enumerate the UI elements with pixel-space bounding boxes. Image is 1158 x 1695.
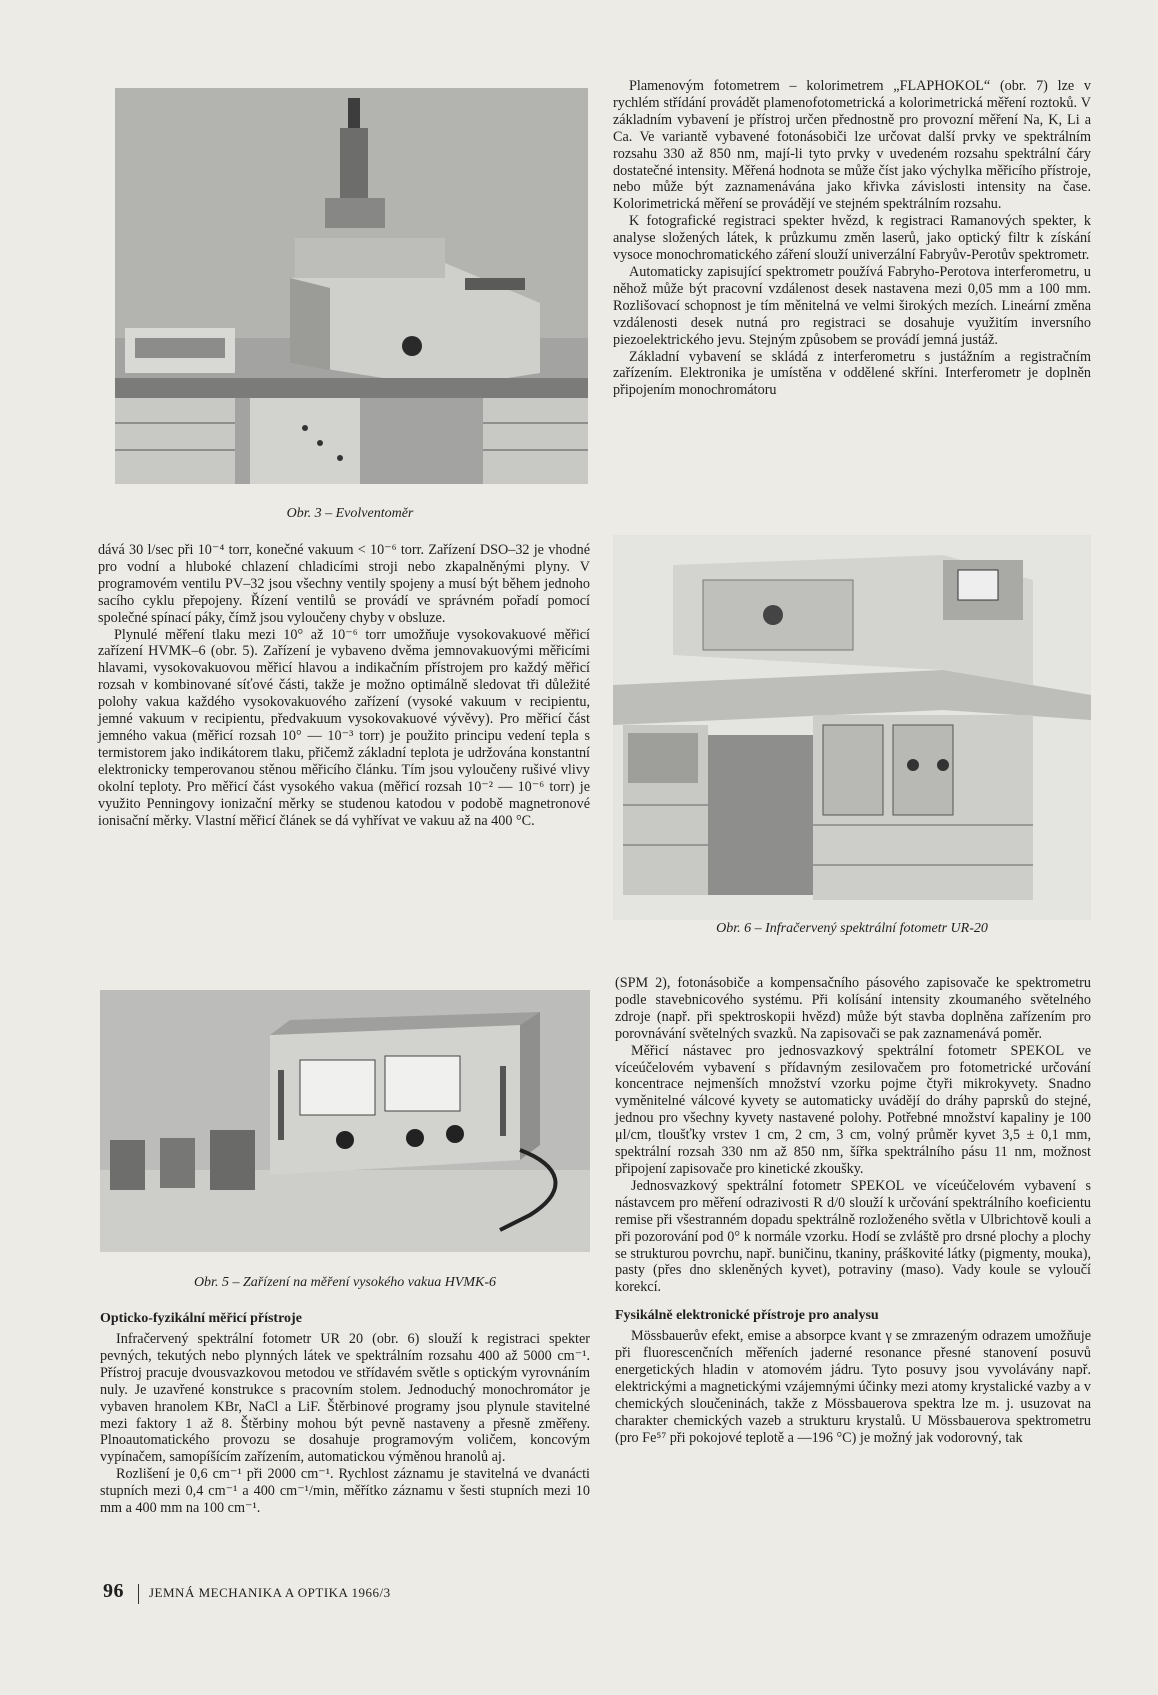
page-footer [103,1580,391,1604]
paragraph: dává 30 l/sec při 10⁻⁴ torr, konečné vakuum < 10⁻⁶ torr. Zařízení DSO–32 je vhodné pro vodní a hluboké chlazení chladicími stroji nebo zkapalněnými plyny. V programovém ventilu PV–32 jsou všechny ventily spojeny a musí být během jednoho sacího cyklu přepojeny. Řízení ventilů se provádí ve správném pořadí pomocí společné spínací páky, čímž jsou vyloučeny chyby v obsluze. [98,542,590,626]
paragraph: K fotografické registraci spekter hvězd, k registraci Ramanových spekter, k analyse složených látek, k průzkumu změn laserů, jako optický filtr k získání vysoce monochromatického záření slouží univerzální Fabryův-Perotův spektrometr. [613,213,1091,264]
paragraph: Jednosvazkový spektrální fotometr SPEKOL ve víceúčelovém vybavení s nástavcem pro měření odrazivosti R d/0 slouží k určování spektrálního koeficientu remise při všestranném dopadu spektrálně rozloženého světla v Ulbrichtově kouli a při pozorování pod 0° k normále vzorku. Hodí se zvláště pro drsné plochy a plochy se strukturou povrchu, např. buničinu, tkaniny, práškovité látky (pigmenty, mouka), pasty (přes dno skleněných kyvet), potraviny (maso). Vady koule se vyloučí korekcí. [615,1177,1091,1296]
left-column-lower [100,1303,590,1517]
paragraph: (SPM 2), fotonásobiče a kompensačního pásového zapisovače ke spektrometru podle stavebnicového systému. Při kolísání intensity zkoumaného světelného zdroje (např. při spektroskopii hvězd) může být stavba doplněna zařízením pro porovnávání světelných svazků. Na zapisovači se pak zaznamenává poměr. [615,975,1091,1042]
right-column-lower [615,975,1091,1447]
divider [138,1584,139,1604]
figure-3-caption: Obr. 3 – Evolventoměr [286,506,414,521]
paragraph: Automaticky zapisující spektrometr používá Fabryho-Perotova interferometru, u něhož může být pracovní vzdálenost desek nastavena mezi 0,05 mm a 100 mm. Rozlišovací schopnost je tím měnitelná ve velmi širokých mezích. Lineární změna vzdálenosti desek nutná pro registraci se dosahuje využitím inversního piezoelektrického jevu. Stejným způsobem se provádí jemná justáž. [613,263,1091,348]
paragraph: Rozlišení je 0,6 cm⁻¹ při 2000 cm⁻¹. Rychlost záznamu je stavitelná ve dvanácti stupních mezi 0,4 cm⁻¹ a 400 cm⁻¹/min, měřítko záznamu v šesti stupních mezi 10 mm a 400 mm na 100 cm⁻¹. [100,1466,590,1517]
photo-vacuum-meter [100,990,590,1252]
right-column-upper [613,78,1091,399]
left-column-upper [98,542,590,829]
section-heading: Fysikálně elektronické přístroje pro analysu [615,1308,879,1324]
journal-title: JEMNÁ MECHANIKA A OPTIKA 1966/3 [149,1585,391,1600]
paragraph: Plamenovým fotometrem – kolorimetrem „FLAPHOKOL“ (obr. 7) lze v rychlém střídání provádět plamenofotometrická a kolorimetrická měření roztoků. V základním vybavení je přístroj určen přednostně pro provozní měření Na, K, Li a Ca. Ve variantě vybavené fotonásobiči lze určovat další prvky ve spektrálním rozsahu 330 až 850 nm, mají-li tyto prvky v uvedeném rozsahu spektrální čáry dostatečné intensity. Měřená hodnota se může číst jako výchylka měřicího přístroje, nebo může být zaznamenávána jako křivka závislosti intensity na čase. Kolorimetrická měření se provádějí ve stejném spektrálním rozsahu. [613,78,1091,213]
page-number: 96 [103,1580,124,1602]
photo-infrared-spectrophotometer [613,535,1091,920]
section-heading: Opticko-fyzikální měřicí přístroje [100,1311,302,1326]
paragraph: Infračervený spektrální fotometr UR 20 (obr. 6) slouží k registraci spekter pevných, tekutých nebo plynných látek ve spektrálním rozsahu 400 až 5000 cm⁻¹. Přístroj pracuje dvousvazkovou metodou ve střídavém světle s optickým vyrovnáním nuly. Je uzavřené konstrukce s pracovním stolem. Jednoduchý monochromátor je vybaven hranolem KBr, NaCl a LiF. Štěrbinové programy jsou plynule stavitelné mezi faktory 1 až 8. Štěrbiny mohou být pevně nastaveny a přesně změřeny. Plnoautomatického provozu se dosahuje programovým voličem, koncovým vypínačem, samopíšícím zařízením, automatickou výměnou hranolů aj. [100,1331,590,1466]
paragraph: Mössbauerův efekt, emise a absorpce kvant γ se zmrazeným odrazem umožňuje při fluorescenčních měřeních jaderné resonance přesné stanovení posuvů energetických hladin v atomovém jádru. Tyto posuvy jsou vyvolávány např. elektrickými a magnetickými vzájemnými účinky mezi atomy krystalické vazby a v chemických sloučeninách, takže z Mössbauerova spektra lze m. j. usuzovat na charakter chemických vazeb a strukturu krystalů. U Mössbauerova spektrometru (pro Fe⁵⁷ při pokojové teplotě a —196 °C) je možný jak vodorovný, tak [615,1328,1091,1446]
photo-evolventometer [115,88,588,484]
paragraph: Měřicí nástavec pro jednosvazkový spektrální fotometr SPEKOL ve víceúčelovém vybavení s přídavným zesilovačem pro fotometrické určování koncentrace nejmenších množství vzorku pojme čtyři mikrokyvety. Snadno vyměnitelné válcové kyvety se automaticky uvádějí do dráhy paprsků do stejné, jednou pro všechny kyvety nastavené polohy. Potřebné množství kapaliny je 100 μl/cm, tloušťky vrstev 1 cm, 2 cm, 3 cm, volný průměr kyvet 3,5 ± 0,1 mm, spektrální rozsah 330 nm až 850 nm, šířka spektrálního pásu 11 nm, možnost připojení zapisovače pro kinetické zkoušky. [615,1042,1091,1177]
paragraph: Základní vybavení se skládá z interferometru s justážním a registračním zařízením. Elektronika je umístěna v oddělené skříni. Interferometr je doplněn připojením monochromátoru [613,348,1091,399]
paragraph: Plynulé měření tlaku mezi 10° až 10⁻⁶ torr umožňuje vysokovakuové měřicí zařízení HVMK–6 (obr. 5). Zařízení je vybaveno dvěma jemnovakuovými měřicími hlavami, vysokovakuovou měřicí hlavou a indikačním přístrojem pro každý měřicí rozsah v kombinované síťové části, takže je možno optimálně sledovat tři důležité polohy vakua každého vysokovakuového zařízení (vysoké vakuum v recipientu, jemné vakuum v recipientu, předvakuum vysokovakuové vývěvy). Pro měřicí část jemného vakua (měřicí rozsah 10° — 10⁻³ torr) je použito principu vedení tepla s termistorem jako indikátorem tlaku, přičemž základní teplota je udržována konstantní elektronicky temperovanou stěnou měřicího článku. Tím jsou vyloučeny rušivé vlivy okolní teploty. Pro měřicí část vysokého vakua (měřicí rozsah 10⁻² — 10⁻⁶ torr) je využito Penningovy ionizační měrky se studenou katodou v podobě magnetronové ionisační měrky. Vlastní měřicí článek se dá vyhřívat ve vakuu až na 400 °C. [98,626,590,829]
figure-6-caption: Obr. 6 – Infračervený spektrální fotometr UR-20 [716,921,988,936]
figure-5-caption: Obr. 5 – Zařízení na měření vysokého vakua HVMK-6 [193,1275,497,1290]
